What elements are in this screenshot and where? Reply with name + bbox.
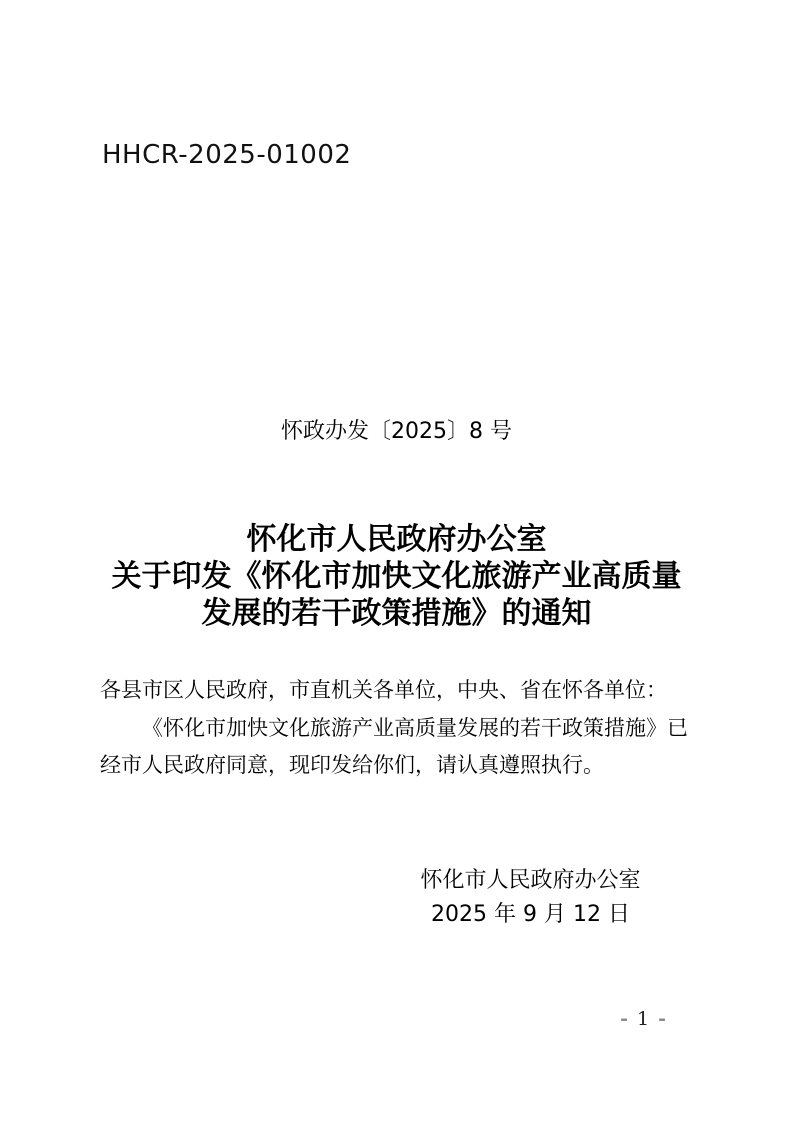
document-title xyxy=(0,521,793,632)
salutation-line: 各县市区人民政府，市直机关各单位，中央、省在怀各单位： xyxy=(100,678,667,702)
signature-block xyxy=(378,864,683,932)
document-body xyxy=(100,672,700,785)
document-code: HHCR-2025-01002 xyxy=(102,140,352,170)
signature-date: 2025 年 9 月 12 日 xyxy=(431,902,630,927)
document-title-line-3: 发展的若干政策措施》的通知 xyxy=(201,596,592,631)
page-number-dash-left: - xyxy=(620,1008,629,1030)
body-paragraph-line-1: 《怀化市加快文化旅游产业高质量发展的若干政策措施》已 xyxy=(142,715,688,740)
page-number-value: 1 xyxy=(637,1008,650,1030)
document-title-line-2: 关于印发《怀化市加快文化旅游产业高质量 xyxy=(111,559,682,594)
signature-organization: 怀化市人民政府办公室 xyxy=(420,868,641,893)
page-number-dash-right: - xyxy=(658,1008,666,1030)
body-paragraph-line-2: 经市人民政府同意，现印发给你们，请认真遵照执行。 xyxy=(100,753,604,777)
issue-number: 怀政办发〔2025〕8 号 xyxy=(281,419,512,444)
document-title-line-1: 怀化市人民政府办公室 xyxy=(246,522,547,557)
page-number xyxy=(611,1008,675,1030)
